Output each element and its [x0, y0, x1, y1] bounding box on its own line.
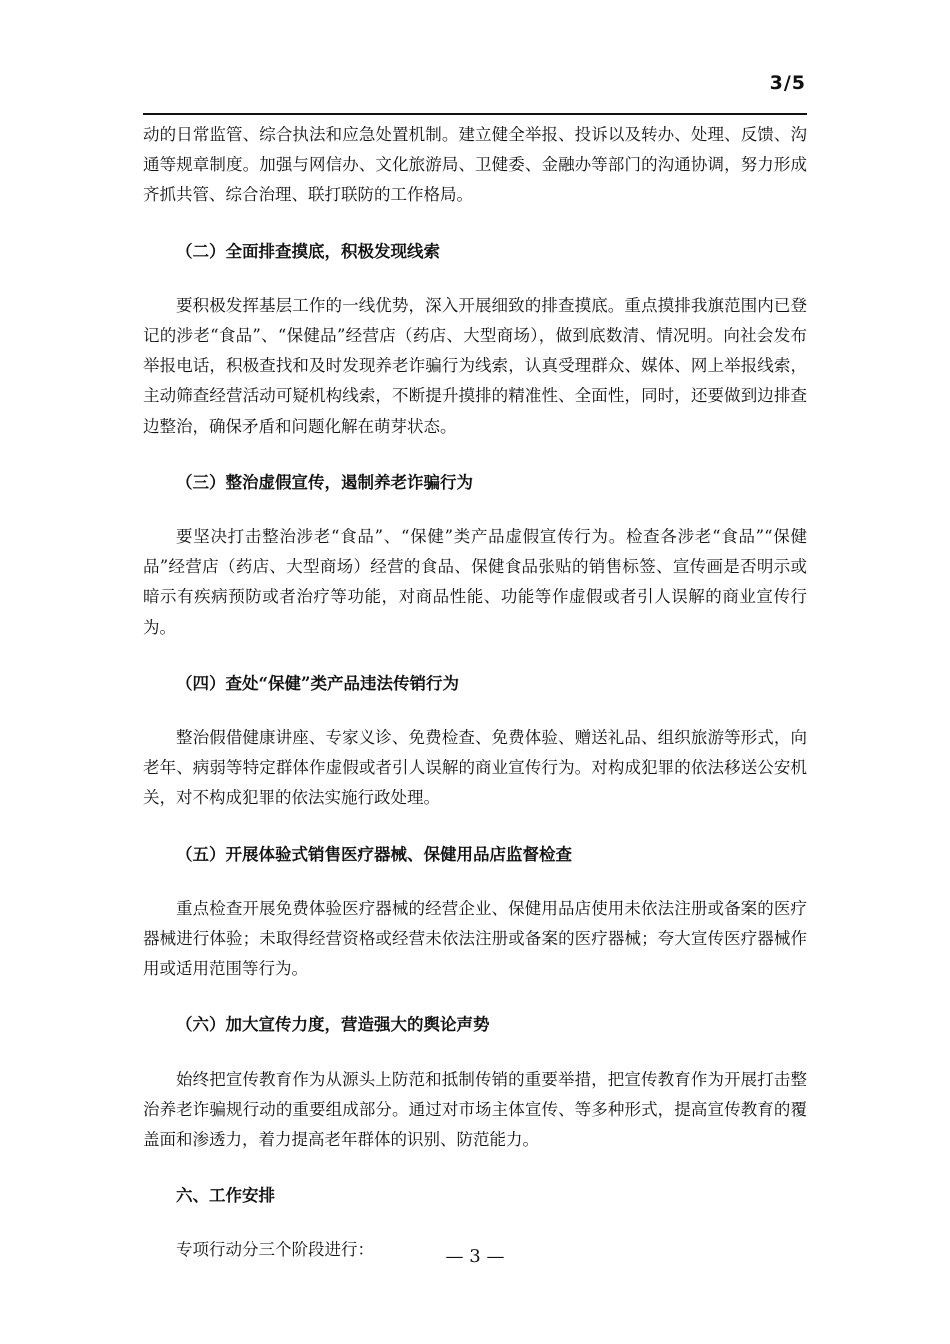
header-rule — [143, 113, 807, 115]
section-heading-2: （二）全面排查摸底，积极发现线索 — [176, 241, 440, 261]
document-body — [143, 120, 807, 1266]
page-indicator: 3/5 — [769, 72, 806, 94]
section-heading-3: （三）整治虚假宣传，遏制养老诈骗行为 — [176, 472, 473, 492]
footer-page-number: — 3 — — [445, 1246, 505, 1267]
section-body-3: 要坚决打击整治涉老“食品”、“保健”类产品虚假宣传行为。检查各涉老“食品”“保健品”经营店（药店、大型商场）经营的食品、保健食品张贴的销售标签、宣传画是否明示或暗示有疾病预防或者治疗等功能，对商品性能、功能等作虚假或者引人误解的商业宣传行为。 — [143, 527, 807, 637]
section-body-6: 始终把宣传教育作为从源头上防范和抵制传销的重要举措，把宣传教育作为开展打击整治养老诈骗规行动的重要组成部分。通过对市场主体宣传、等多种形式，提高宣传教育的覆盖面和渗透力，着力提高老年群体的识别、防范能力。 — [143, 1069, 807, 1150]
section-body-5: 重点检查开展免费体验医疗器械的经营企业、保健用品店使用未依法注册或备案的医疗器械进行体验；未取得经营资格或经营未依法注册或备案的医疗器械；夸大宣传医疗器械作用或适用范围等行为。 — [143, 898, 807, 979]
section-heading-4: （四）查处“保健”类产品违法传销行为 — [176, 673, 459, 693]
chapter-body-work-arrangement: 专项行动分三个阶段进行： — [176, 1240, 374, 1260]
chapter-heading-work-arrangement: 六、工作安排 — [176, 1186, 275, 1206]
intro-paragraph: 动的日常监管、综合执法和应急处置机制。建立健全举报、投诉以及转办、处理、反馈、沟通等规章制度。加强与网信办、文化旅游局、卫健委、金融办等部门的沟通协调，努力形成齐抓共管、综合治理、联打联防的工作格局。 — [143, 125, 807, 205]
section-body-4: 整治假借健康讲座、专家义诊、免费检查、免费体验、赠送礼品、组织旅游等形式，向老年、病弱等特定群体作虚假或者引人误解的商业宣传行为。对构成犯罪的依法移送公安机关，对不构成犯罪的依法实施行政处理。 — [143, 728, 807, 808]
section-body-2: 要积极发挥基层工作的一线优势，深入开展细致的排查摸底。重点摸排我旗范围内已登记的涉老“食品”、“保健品”经营店（药店、大型商场），做到底数清、情况明。向社会发布举报电话，积极查找和及时发现养老诈骗行为线索，认真受理群众、媒体、网上举报线索，主动筛查经营活动可疑机构线索，不断提升摸排的精准性、全面性，同时，还要做到边排查边整治，确保矛盾和问题化解在萌芽状态。 — [143, 295, 807, 436]
section-heading-6: （六）加大宣传力度，营造强大的舆论声势 — [176, 1015, 490, 1035]
section-heading-5: （五）开展体验式销售医疗器械、保健用品店监督检查 — [176, 844, 572, 864]
